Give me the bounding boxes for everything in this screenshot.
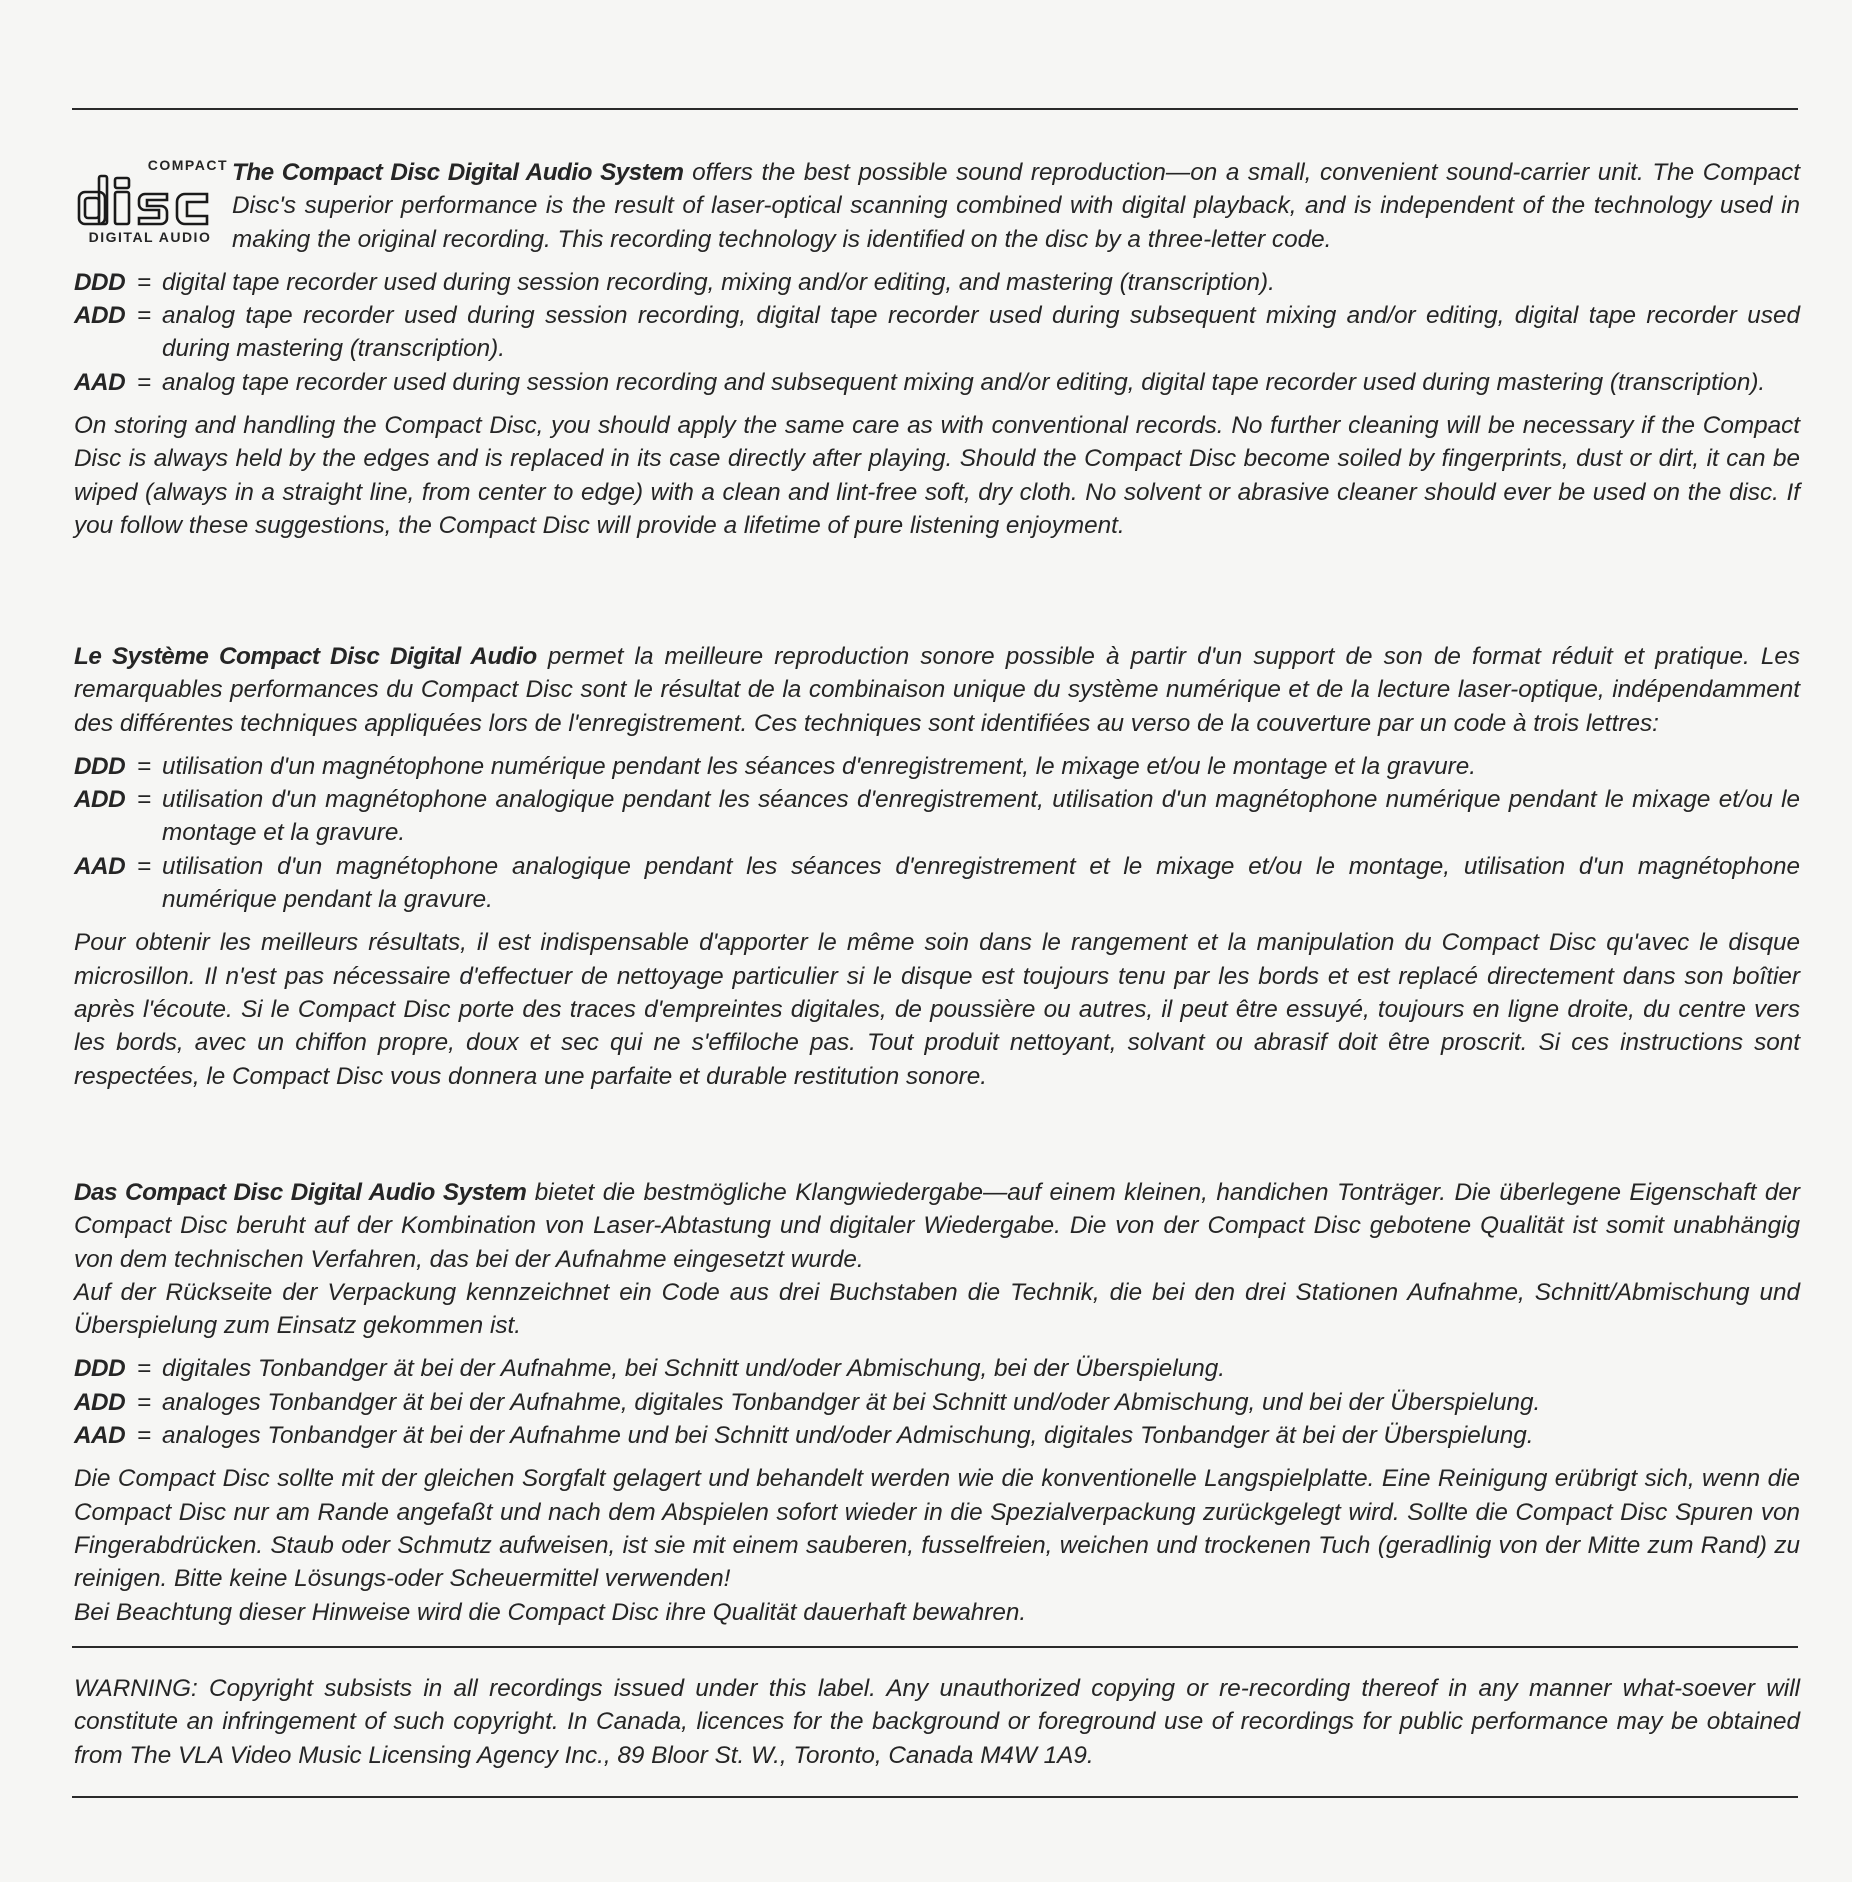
- code-key: AAD: [74, 368, 126, 396]
- german-intro-2: Auf der Rückseite der Verpackung kennzeichnet ein Code aus drei Buchstaben die Technik, die bei den drei Stationen Aufnahme, Schnitt/Abmischung und Überspielung zum Einsatz gekommen ist.: [74, 1278, 1800, 1340]
- code-key: AAD: [74, 852, 126, 880]
- french-code-list: [74, 750, 1800, 916]
- english-intro: [74, 156, 1800, 256]
- code-eq: =: [136, 302, 152, 330]
- code-eq: =: [136, 1355, 152, 1383]
- code-row: [74, 1419, 1800, 1452]
- code-row: [74, 850, 1800, 917]
- german-care-text: Die Compact Disc sollte mit der gleichen Sorgfalt gelagert und behandelt werden wie die konventionelle Langspielplatte. Eine Reinigung erübrigt sich, wenn die Compact Disc nur am Rande angefaßt und nach dem Abspielen sofort wieder in die Spezialverpackung zurückgelegt wird. Sollte die Compact Disc Spuren von Fingerabdrücken. Staub oder Schmutz aufweisen, ist sie mit einem sauberen, fusselfreien, weichen und trockenen Tuch (geradlinig von der Mitte zum Rand) zu reinigen. Bitte keine Lösungs-oder Scheuermittel verwenden!: [74, 1465, 1800, 1593]
- code-row: [74, 366, 1800, 399]
- german-care-2: Bei Beachtung dieser Hinweise wird die Compact Disc ihre Qualität dauerhaft bewahren.: [74, 1598, 1027, 1626]
- code-desc: digitales Tonbandger ät bei der Aufnahme, bei Schnitt und/oder Abmischung, bei der Überspielung.: [162, 1355, 1226, 1383]
- english-code-list: [74, 266, 1800, 399]
- code-desc: analog tape recorder used during session recording, digital tape recorder used during subsequent mixing and/or editing, digital tape recorder used during mastering (transcription).: [162, 302, 1800, 363]
- code-row: [74, 750, 1800, 783]
- code-desc: utilisation d'un magnétophone analogique pendant les séances d'enregistrement, utilisation d'un magnétophone numérique pendant le mixage et/ou le montage et la gravure.: [162, 786, 1800, 847]
- code-eq: =: [136, 1388, 152, 1416]
- code-eq: =: [136, 1422, 152, 1450]
- german-section: [74, 1176, 1800, 1629]
- code-desc: utilisation d'un magnétophone numérique pendant les séances d'enregistrement, le mixage et/ou le montage et la gravure.: [162, 752, 1477, 780]
- code-row: [74, 1386, 1800, 1419]
- code-eq: =: [136, 268, 152, 296]
- logo-digital-audio-text: DIGITAL AUDIO: [88, 229, 212, 245]
- code-eq: =: [136, 852, 152, 880]
- code-row: [74, 1352, 1800, 1385]
- french-intro-title: Le Système Compact Disc Digital Audio: [74, 643, 537, 670]
- german-intro-body: bietet die bestmögliche Klangwiedergabe—auf einem kleinen, handichen Tonträger. Die überlegene Eigenschaft der Compact Disc beruht auf der Kombination von Laser-Abtastung und digitaler Wiedergabe. Die von der Compact Disc gebotene Qualität ist somit unabhängig von dem technischen Verfahren, das bei der Aufnahme eingesetzt wurde.: [74, 1179, 1800, 1273]
- code-desc: analog tape recorder used during session recording and subsequent mixing and/or editing, digital tape recorder used during mastering (transcription).: [162, 368, 1766, 396]
- code-key: ADD: [74, 302, 126, 330]
- code-key: DDD: [74, 1355, 126, 1383]
- english-intro-title: The Compact Disc Digital Audio System: [232, 159, 684, 186]
- german-code-list: [74, 1352, 1800, 1452]
- code-key: AAD: [74, 1422, 126, 1450]
- logo-compact-text: COMPACT: [147, 157, 228, 173]
- code-row: [74, 299, 1800, 366]
- french-intro-body: permet la meilleure reproduction sonore possible à partir d'un support de son de format réduit et pratique. Les remarquables performances du Compact Disc sont le résultat de la combinaison unique du système numérique et de la lecture laser-optique, indépendamment des différentes techniques appliquées lors de l'enregistrement. Ces techniques sont identifiées au verso de la couverture par un code à trois lettres:: [74, 643, 1801, 737]
- code-key: DDD: [74, 752, 126, 780]
- code-desc: digital tape recorder used during session recording, mixing and/or editing, and mastering (transcription).: [162, 268, 1275, 296]
- english-intro-body: offers the best possible sound reproduction—on a small, convenient sound-carrier unit. The Compact Disc's superior performance is the result of laser-optical scanning combined with digital playback, and is independent of the technology used in making the original recording. This recording technology is identified on the disc by a three-letter code.: [232, 159, 1800, 253]
- bottom-rule: [72, 1796, 1798, 1798]
- compact-disc-logo: [70, 158, 230, 244]
- copyright-warning-text: WARNING: Copyright subsists in all recordings issued under this label. Any unauthorized copying or re-recording thereof in any manner what-soever will constitute an infringement of such copyright. In Canada, licences for the background or foreground use of recordings for public performance may be obtained from The VLA Video Music Licensing Agency Inc., 89 Bloor St. W., Toronto, Canada M4W 1A9.: [74, 1675, 1800, 1769]
- warning-section: [74, 1672, 1800, 1772]
- french-care-text: Pour obtenir les meilleurs résultats, il est indispensable d'apporter le même soin dans le rangement et la manipulation du Compact Disc qu'avec le disque microsillon. Il n'est pas nécessaire d'effectuer de nettoyage particulier si le disque est toujours tenu par les bords et est replacé directement dans son boîtier après l'écoute. Si le Compact Disc porte des traces d'empreintes digitales, de poussière ou autres, il peut être essuyé, toujours en ligne droite, du centre vers les bords, avec un chiffon propre, doux et sec qui ne s'effiloche pas. Tout produit nettoyant, solvant ou abrasif doit être proscrit. Si ces instructions sont respectées, le Compact Disc vous donnera une parfaite et durable restitution sonore.: [74, 929, 1800, 1090]
- code-row: [74, 266, 1800, 299]
- code-key: DDD: [74, 268, 126, 296]
- code-eq: =: [136, 786, 152, 814]
- code-row: [74, 783, 1800, 850]
- code-desc: analoges Tonbandger ät bei der Aufnahme, digitales Tonbandger ät bei Schnitt und/oder Abmischung, und bei der Überspielung.: [162, 1388, 1541, 1416]
- german-intro-text: [74, 1176, 1800, 1276]
- english-intro-text: [232, 156, 1800, 256]
- code-key: ADD: [74, 786, 126, 814]
- code-desc: analoges Tonbandger ät bei der Aufnahme und bei Schnitt und/oder Admischung, digitales Tonbandger ät bei der Überspielung.: [162, 1422, 1534, 1450]
- english-care-text: On storing and handling the Compact Disc, you should apply the same care as with conventional records. No further cleaning will be necessary if the Compact Disc is always held by the edges and is replaced in its case directly after playing. Should the Compact Disc become soiled by fingerprints, dust or dirt, it can be wiped (always in a straight line, from center to edge) with a clean and lint-free soft, dry cloth. No solvent or abrasive cleaner should ever be used on the disc. If you follow these suggestions, the Compact Disc will provide a lifetime of pure listening enjoyment.: [74, 412, 1800, 539]
- top-rule: [72, 108, 1798, 110]
- code-key: ADD: [74, 1388, 126, 1416]
- code-eq: =: [136, 752, 152, 780]
- code-desc: utilisation d'un magnétophone analogique pendant les séances d'enregistrement et le mixage et/ou le montage, utilisation d'un magnétophone numérique pendant la gravure.: [162, 852, 1800, 914]
- warning-top-rule: [72, 1646, 1798, 1648]
- disc-wordmark-icon: [75, 174, 225, 228]
- french-intro-text: [74, 640, 1800, 740]
- german-intro-title: Das Compact Disc Digital Audio System: [74, 1179, 527, 1206]
- english-section: [74, 156, 1800, 542]
- code-eq: =: [136, 368, 152, 396]
- french-section: [74, 640, 1800, 1093]
